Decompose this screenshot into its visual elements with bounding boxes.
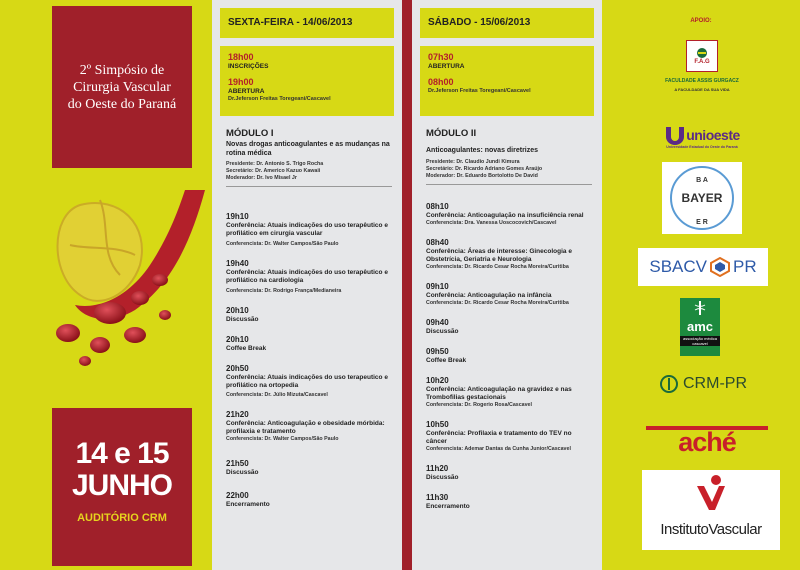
item-time: 19h10 [226, 212, 249, 221]
item-title: Coffee Break [226, 345, 267, 352]
item-speaker: Conferencista: Dr. Ricardo Cesar Rocha Moreira/Curitiba [426, 300, 569, 306]
left-panel [0, 0, 212, 570]
module-moderator: Moderador: Dr. Ivo Misael Jr [226, 175, 297, 181]
event-days: 14 e 15 [75, 437, 169, 470]
saturday-schedule [426, 202, 592, 522]
unioeste-logo [657, 125, 747, 149]
event-month: JUNHO [71, 469, 172, 502]
item-speaker: Conferencista: Ademar Dantas da Cunha Junior/Cascavel [426, 446, 571, 452]
item-time: 21h20 [226, 410, 249, 419]
svg-text:E R: E R [696, 219, 708, 226]
item-speaker: Conferencista: Dr. Júlio Mizuta/Cascavel [226, 392, 328, 398]
module-2 [426, 128, 592, 189]
event-title-box [52, 6, 192, 168]
bayer-logo [662, 162, 742, 234]
item-time: 19h40 [226, 259, 249, 268]
bayer-cross-icon [662, 162, 742, 234]
saturday-opening-section [420, 46, 594, 116]
instituto-vascular-text: InstitutoVascular [660, 521, 762, 538]
amc-logo [680, 298, 720, 356]
item-title: Coffee Break [426, 357, 467, 364]
schedule-item [226, 459, 392, 477]
heart-vessel-illustration [40, 185, 212, 375]
event-venue: AUDITÓRIO CRM [77, 512, 167, 524]
unioeste-name: unioeste [686, 127, 740, 143]
sponsors-panel [602, 0, 800, 570]
schedule-item [226, 335, 392, 353]
title-line-1: 2º Simpósio de [79, 62, 165, 78]
item-time: 11h30 [426, 493, 449, 502]
sbacv-emblem-icon [710, 257, 730, 277]
instituto-vascular-emblem-icon [691, 474, 731, 512]
bayer-text: BAYER [681, 191, 723, 205]
amc-subtitle: associação médica cascavel [680, 336, 720, 346]
item-title: Conferência: Anticoagulação na gravidez e nas Trombofilias gestacionais [426, 386, 572, 401]
friday-schedule [226, 212, 392, 520]
item-speaker: Conferencista: Dr. Walter Campos/São Paulo [226, 436, 339, 442]
opening-title: ABERTURA [428, 63, 465, 70]
item-time: 08h10 [426, 202, 449, 211]
item-time: 11h20 [426, 464, 449, 473]
schedule-item [426, 464, 592, 482]
schedule-item [426, 376, 592, 409]
opening-time: 18h00 [228, 52, 254, 62]
module-moderator: Moderador: Dr. Eduardo Bortolotto De David [426, 173, 538, 179]
module-1 [226, 128, 392, 191]
item-title: Encerramento [426, 503, 470, 510]
item-speaker: Conferencista: Dr. Rodrigo França/Medianeira [226, 288, 342, 294]
schedule-item [426, 282, 592, 307]
opening-time: 08h00 [428, 77, 454, 87]
item-title: Conferência: Áreas de interesse: Ginecologia e Obstetrícia, Geriatria e Neurologia [426, 248, 572, 263]
column-separator [402, 0, 412, 570]
opening-title: ABERTURA [228, 88, 265, 95]
module-title: MÓDULO II [426, 128, 477, 139]
opening-time: 19h00 [228, 77, 254, 87]
instituto-vascular-logo [642, 470, 780, 550]
item-title: Discussão [426, 474, 459, 481]
module-president: Presidente: Dr. Antonio S. Trigo Rocha [226, 161, 324, 167]
fag-emblem-icon [695, 47, 709, 59]
item-title: Discussão [226, 469, 259, 476]
friday-opening-section [220, 46, 394, 116]
item-title: Encerramento [226, 501, 270, 508]
amc-caduceus-icon [692, 301, 708, 315]
divider [226, 186, 392, 187]
amc-name: amc [686, 319, 714, 334]
item-time: 21h50 [226, 459, 249, 468]
module-president: Presidente: Dr. Claudio Jundi Kimura [426, 159, 520, 165]
schedule-item [426, 493, 592, 511]
fag-slogan: A FACULDADE DA SUA VIDA [674, 87, 730, 92]
item-title: Conferência: Anticoagulação na insuficiência renal [426, 212, 584, 219]
opening-detail: Dr.Jeferson Freitas Toregeani/Cascavel [228, 96, 331, 102]
sbacv-text: SBACV [649, 257, 707, 276]
opening-time: 07h30 [428, 52, 454, 62]
module-secretary: Secretário: Dr. Ricardo Adriano Gomes Araújo [426, 166, 543, 172]
item-title: Conferência: Anticoagulação e obesidade mórbida: profilaxia e tratamento [226, 420, 385, 435]
module-subtitle: Anticoagulantes: novas diretrizes [426, 147, 539, 154]
item-time: 08h40 [426, 238, 449, 247]
item-title: Conferência: Atuais indicações do uso terapêutico e profilático em cirurgia vascular [226, 222, 388, 237]
item-title: Conferência: Atuais indicações do uso terapeutico e profilático na ortopedia [226, 374, 388, 389]
item-speaker: Conferencista: Dr. Walter Campos/São Paulo [226, 241, 339, 247]
schedule-item [426, 202, 592, 227]
fag-logo [642, 40, 762, 92]
module-subtitle: Novas drogas anticoagulantes e as mudanças na rotina médica [226, 141, 390, 157]
event-title [57, 62, 187, 113]
unioeste-subtitle: Universidade Estadual do Oeste do Paraná [666, 145, 738, 149]
friday-header: SEXTA-FEIRA - 14/06/2013 [220, 8, 394, 38]
item-speaker: Conferencista: Dra. Vanessa Uoscocovich/Cascavel [426, 220, 557, 226]
ache-logo [646, 422, 768, 456]
fag-name: FACULDADE ASSIS GURGACZ [665, 78, 739, 84]
saturday-column [412, 0, 602, 570]
schedule-item [426, 238, 592, 271]
item-time: 20h10 [226, 335, 249, 344]
crm-emblem-icon [659, 374, 679, 394]
schedule-item [426, 347, 592, 365]
schedule-item [226, 306, 392, 324]
opening-title: INSCRIÇÕES [228, 63, 269, 70]
schedule-item [226, 212, 392, 248]
divider [426, 184, 592, 185]
item-title: Discussão [426, 328, 459, 335]
item-time: 09h10 [426, 282, 449, 291]
sponsors-label: APOIO: [690, 18, 712, 24]
item-time: 10h50 [426, 420, 449, 429]
item-title: Conferência: Profilaxia e tratamento do TEV no câncer [426, 430, 572, 445]
friday-column [212, 0, 402, 570]
item-speaker: Conferencista: Dr. Ricardo Cesar Rocha Moreira/Curitiba [426, 264, 569, 270]
ache-text: aché [678, 427, 736, 457]
crm-logo [648, 374, 758, 394]
unioeste-emblem-icon [664, 125, 686, 145]
schedule-item [226, 491, 392, 509]
schedule-item [226, 259, 392, 295]
item-time: 09h50 [426, 347, 449, 356]
sbacv-pr-text: PR [733, 257, 757, 276]
item-title: Discussão [226, 316, 259, 323]
item-time: 20h50 [226, 364, 249, 373]
item-time: 22h00 [226, 491, 249, 500]
schedule-item [426, 420, 592, 453]
schedule-item [226, 364, 392, 399]
svg-text:B A: B A [696, 177, 708, 184]
sbacv-logo [638, 248, 768, 286]
fag-mark: F.A.G [694, 59, 710, 65]
item-time: 10h20 [426, 376, 449, 385]
item-time: 09h40 [426, 318, 449, 327]
schedule-item [226, 410, 392, 443]
saturday-header: SÁBADO - 15/06/2013 [420, 8, 594, 38]
item-title: Conferência: Anticoagulação na infância [426, 292, 552, 299]
module-title: MÓDULO I [226, 128, 274, 139]
event-date-box [52, 408, 192, 566]
module-secretary: Secretário: Dr. Americo Kazuo Kawaii [226, 168, 321, 174]
item-time: 20h10 [226, 306, 249, 315]
title-line-3: do Oeste do Paraná [67, 96, 177, 112]
crm-text: CRM-PR [683, 375, 747, 392]
item-speaker: Conferencista: Dr. Rogerio Rosa/Cascavel [426, 402, 532, 408]
title-line-2: Cirurgia Vascular [73, 79, 171, 95]
item-title: Conferência: Atuais indicações do uso terapêutico e profilático na cardiologia [226, 269, 388, 284]
schedule-item [426, 318, 592, 336]
opening-detail: Dr.Jeferson Freitas Toregeani/Cascavel [428, 88, 531, 94]
